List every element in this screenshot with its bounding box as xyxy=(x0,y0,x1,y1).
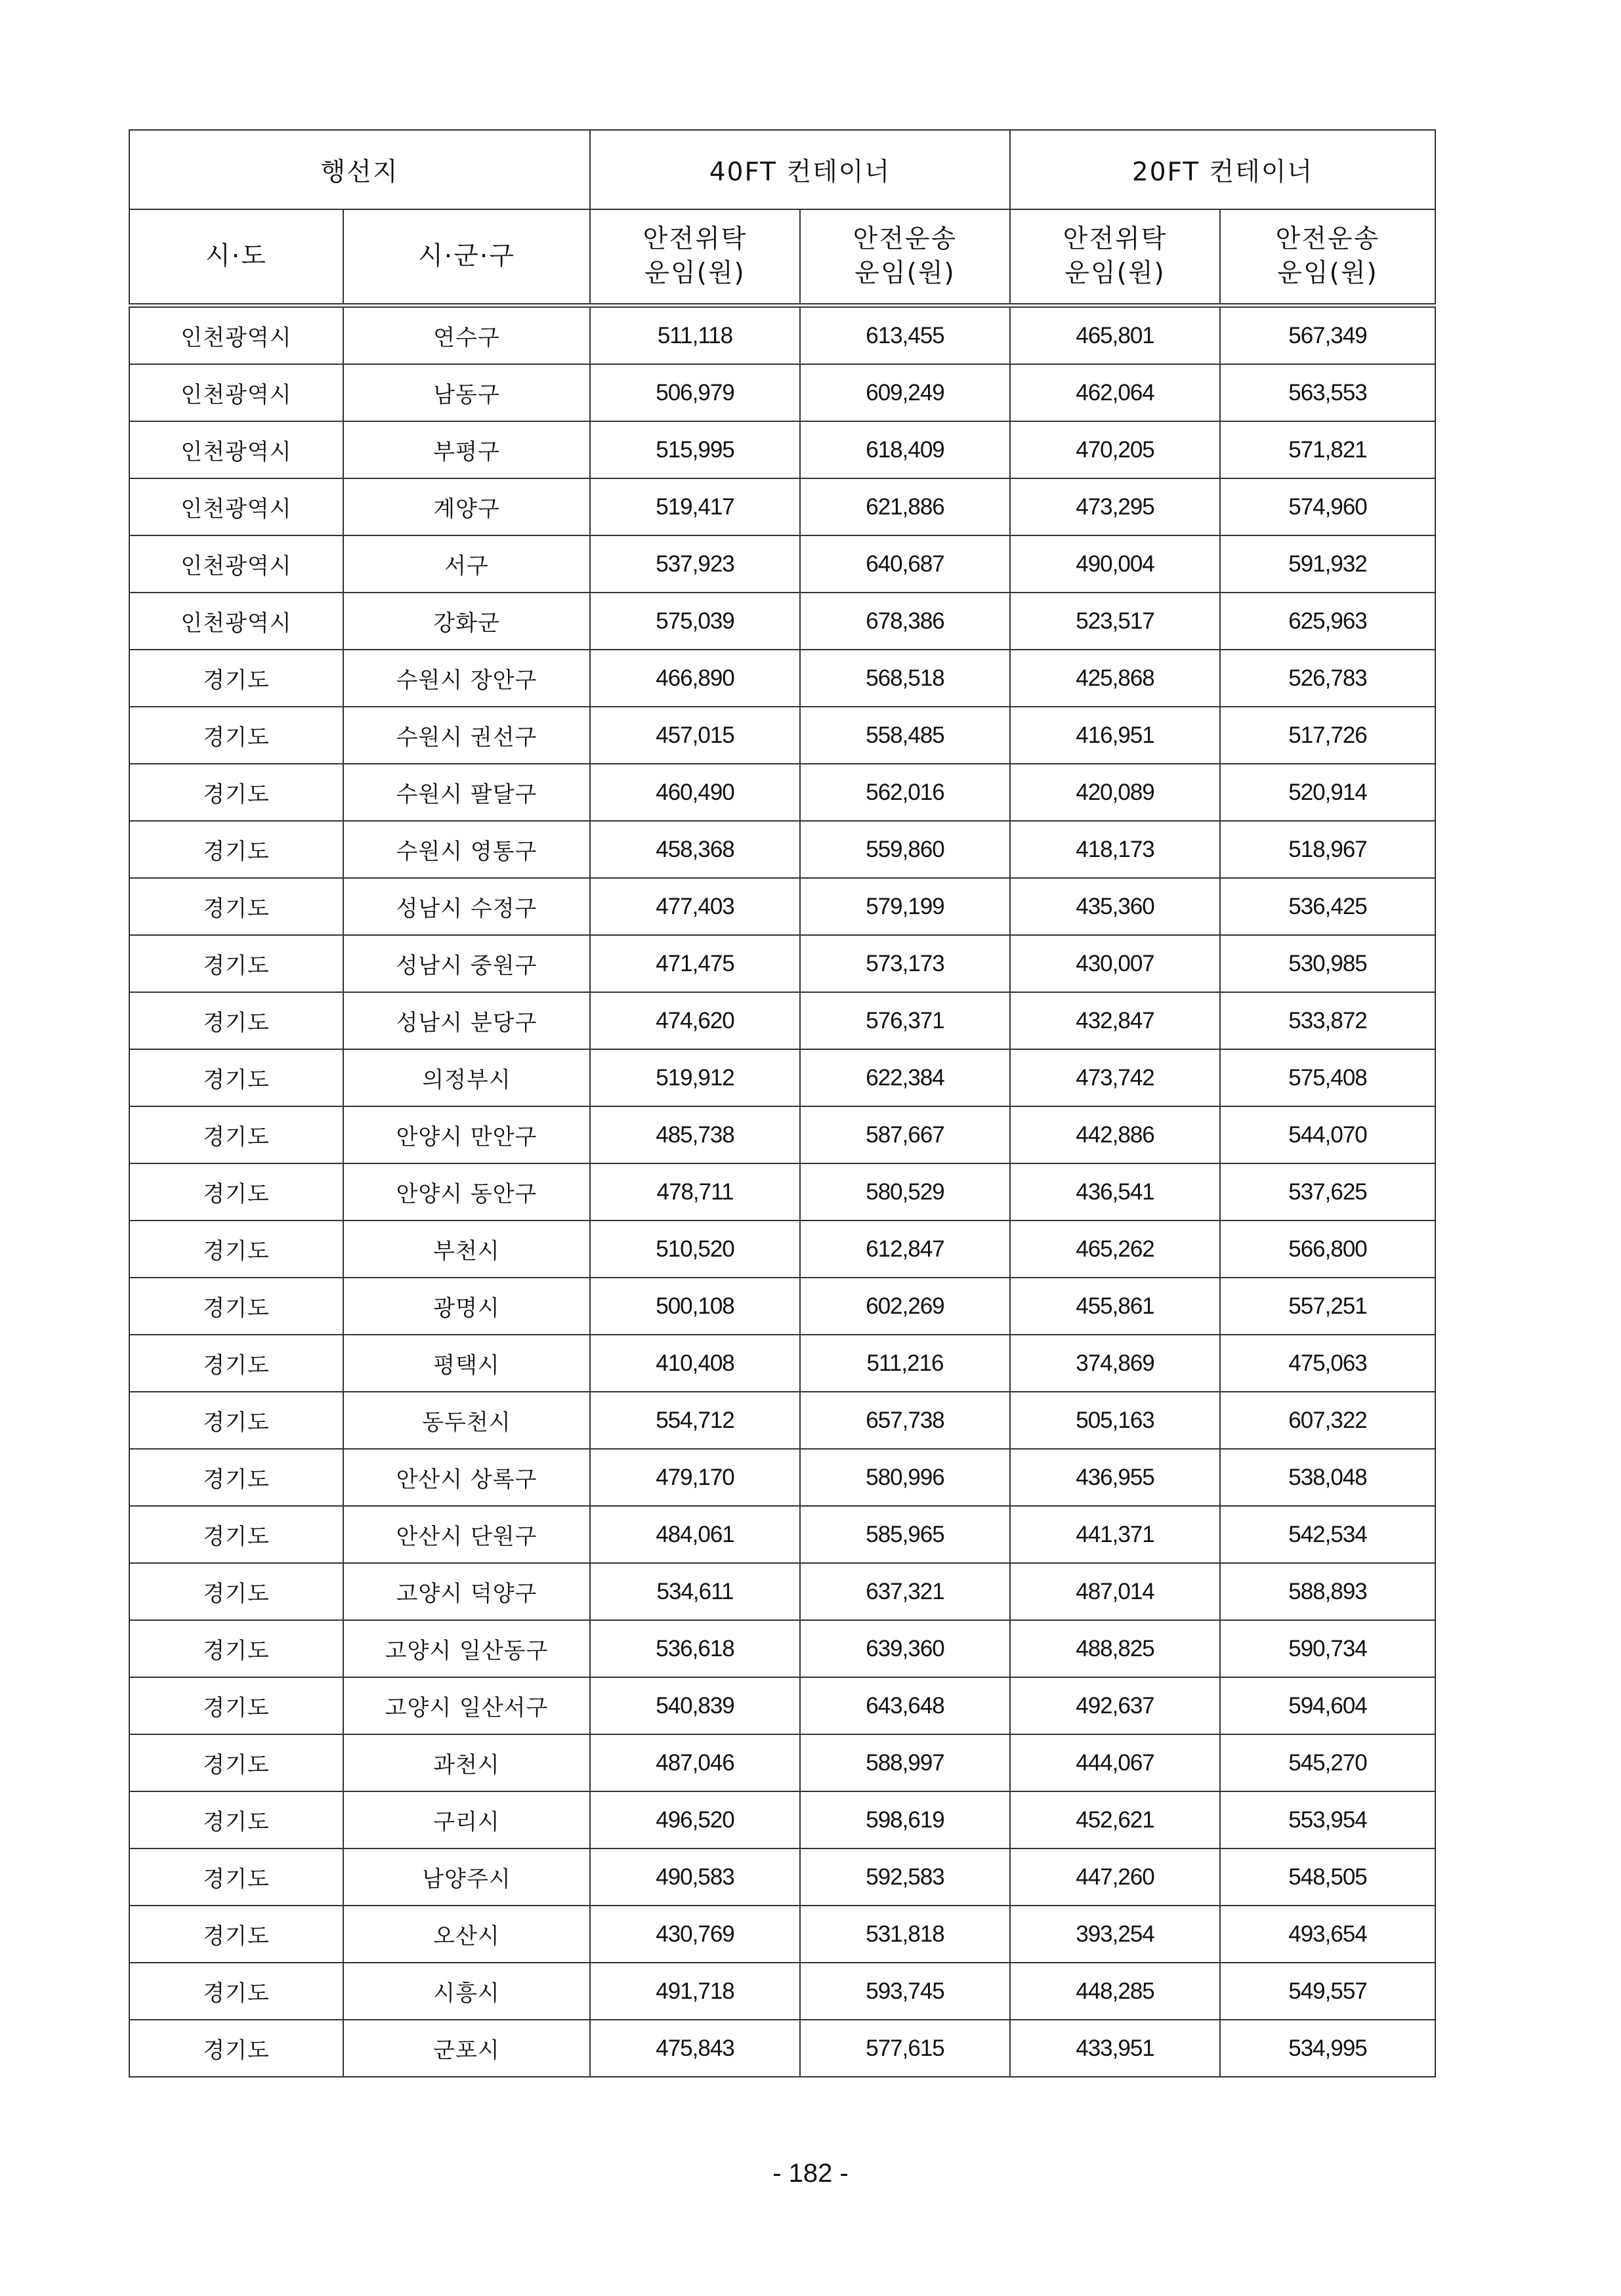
cell-sigungu: 강화군 xyxy=(343,593,590,650)
cell-40ft-safe-consign: 478,711 xyxy=(590,1163,800,1221)
cell-20ft-safe-transport: 575,408 xyxy=(1220,1049,1435,1106)
cell-sigungu: 구리시 xyxy=(343,1791,590,1848)
header-sido: 시·도 xyxy=(129,209,343,306)
cell-sigungu: 계양구 xyxy=(343,478,590,535)
cell-sido: 인천광역시 xyxy=(129,593,343,650)
cell-20ft-safe-consign: 436,541 xyxy=(1010,1163,1220,1221)
header-label-line2: 운임(원) xyxy=(1277,259,1378,288)
cell-40ft-safe-consign: 515,995 xyxy=(590,421,800,478)
cell-40ft-safe-transport: 568,518 xyxy=(800,650,1010,707)
cell-20ft-safe-consign: 432,847 xyxy=(1010,992,1220,1049)
cell-20ft-safe-transport: 557,251 xyxy=(1220,1278,1435,1335)
cell-sigungu: 군포시 xyxy=(343,2020,590,2077)
cell-20ft-safe-consign: 420,089 xyxy=(1010,764,1220,821)
cell-40ft-safe-transport: 531,818 xyxy=(800,1906,1010,1963)
table-row xyxy=(129,306,1435,365)
cell-40ft-safe-consign: 537,923 xyxy=(590,535,800,593)
cell-40ft-safe-consign: 534,611 xyxy=(590,1563,800,1620)
header-destination: 행선지 xyxy=(129,130,590,209)
cell-40ft-safe-consign: 477,403 xyxy=(590,878,800,935)
cell-sido: 경기도 xyxy=(129,1392,343,1449)
cell-sido: 경기도 xyxy=(129,935,343,992)
cell-40ft-safe-transport: 588,997 xyxy=(800,1734,1010,1791)
cell-20ft-safe-transport: 549,557 xyxy=(1220,1963,1435,2020)
cell-sigungu: 수원시 팔달구 xyxy=(343,764,590,821)
cell-sigungu: 오산시 xyxy=(343,1906,590,1963)
cell-sigungu: 과천시 xyxy=(343,1734,590,1791)
cell-20ft-safe-consign: 442,886 xyxy=(1010,1106,1220,1163)
cell-40ft-safe-consign: 479,170 xyxy=(590,1449,800,1506)
cell-sido: 경기도 xyxy=(129,764,343,821)
cell-sido: 경기도 xyxy=(129,1734,343,1791)
cell-20ft-safe-transport: 517,726 xyxy=(1220,707,1435,764)
table-row xyxy=(129,1734,1435,1791)
cell-40ft-safe-transport: 640,687 xyxy=(800,535,1010,593)
cell-40ft-safe-transport: 511,216 xyxy=(800,1335,1010,1392)
cell-40ft-safe-transport: 593,745 xyxy=(800,1963,1010,2020)
cell-40ft-safe-transport: 609,249 xyxy=(800,364,1010,421)
table-row xyxy=(129,1049,1435,1106)
cell-sigungu: 성남시 분당구 xyxy=(343,992,590,1049)
cell-sido: 경기도 xyxy=(129,821,343,878)
cell-40ft-safe-transport: 657,738 xyxy=(800,1392,1010,1449)
cell-20ft-safe-consign: 505,163 xyxy=(1010,1392,1220,1449)
cell-20ft-safe-consign: 470,205 xyxy=(1010,421,1220,478)
cell-20ft-safe-transport: 536,425 xyxy=(1220,878,1435,935)
cell-40ft-safe-transport: 678,386 xyxy=(800,593,1010,650)
table-row xyxy=(129,1449,1435,1506)
cell-40ft-safe-transport: 562,016 xyxy=(800,764,1010,821)
cell-20ft-safe-transport: 493,654 xyxy=(1220,1906,1435,1963)
cell-20ft-safe-consign: 492,637 xyxy=(1010,1677,1220,1734)
cell-40ft-safe-consign: 475,843 xyxy=(590,2020,800,2077)
cell-40ft-safe-transport: 602,269 xyxy=(800,1278,1010,1335)
cell-20ft-safe-transport: 574,960 xyxy=(1220,478,1435,535)
table-row xyxy=(129,1677,1435,1734)
cell-40ft-safe-consign: 487,046 xyxy=(590,1734,800,1791)
cell-sido: 경기도 xyxy=(129,992,343,1049)
cell-20ft-safe-transport: 545,270 xyxy=(1220,1734,1435,1791)
header-20ft-container: 20FT 컨테이너 xyxy=(1010,130,1435,209)
cell-sigungu: 시흥시 xyxy=(343,1963,590,2020)
cell-20ft-safe-transport: 607,322 xyxy=(1220,1392,1435,1449)
cell-20ft-safe-consign: 455,861 xyxy=(1010,1278,1220,1335)
table-row xyxy=(129,1906,1435,1963)
cell-20ft-safe-transport: 566,800 xyxy=(1220,1221,1435,1278)
table-row xyxy=(129,878,1435,935)
header-label-line1: 안전위탁 xyxy=(1063,224,1168,254)
cell-20ft-safe-consign: 436,955 xyxy=(1010,1449,1220,1506)
cell-20ft-safe-consign: 490,004 xyxy=(1010,535,1220,593)
cell-20ft-safe-consign: 488,825 xyxy=(1010,1620,1220,1677)
cell-sigungu: 남양주시 xyxy=(343,1848,590,1906)
cell-40ft-safe-consign: 460,490 xyxy=(590,764,800,821)
cell-40ft-safe-transport: 622,384 xyxy=(800,1049,1010,1106)
table-row xyxy=(129,593,1435,650)
cell-20ft-safe-transport: 553,954 xyxy=(1220,1791,1435,1848)
cell-20ft-safe-transport: 594,604 xyxy=(1220,1677,1435,1734)
cell-sido: 경기도 xyxy=(129,650,343,707)
fare-table xyxy=(129,129,1436,2077)
cell-40ft-safe-consign: 511,118 xyxy=(590,306,800,365)
table-body xyxy=(129,306,1435,2077)
cell-20ft-safe-consign: 465,801 xyxy=(1010,306,1220,365)
cell-40ft-safe-consign: 536,618 xyxy=(590,1620,800,1677)
cell-40ft-safe-transport: 587,667 xyxy=(800,1106,1010,1163)
table-row xyxy=(129,2020,1435,2077)
header-sigungu: 시·군·구 xyxy=(343,209,590,306)
cell-40ft-safe-consign: 484,061 xyxy=(590,1506,800,1563)
cell-40ft-safe-consign: 490,583 xyxy=(590,1848,800,1906)
table-row xyxy=(129,1848,1435,1906)
cell-sigungu: 의정부시 xyxy=(343,1049,590,1106)
cell-40ft-safe-consign: 491,718 xyxy=(590,1963,800,2020)
cell-20ft-safe-transport: 588,893 xyxy=(1220,1563,1435,1620)
cell-sido: 경기도 xyxy=(129,1848,343,1906)
table-row xyxy=(129,707,1435,764)
cell-20ft-safe-transport: 571,821 xyxy=(1220,421,1435,478)
header-row-sub xyxy=(129,209,1435,306)
cell-40ft-safe-consign: 575,039 xyxy=(590,593,800,650)
cell-sigungu: 남동구 xyxy=(343,364,590,421)
cell-sigungu: 고양시 덕양구 xyxy=(343,1563,590,1620)
cell-sido: 인천광역시 xyxy=(129,535,343,593)
cell-sigungu: 안양시 동안구 xyxy=(343,1163,590,1221)
cell-sido: 경기도 xyxy=(129,2020,343,2077)
cell-20ft-safe-consign: 433,951 xyxy=(1010,2020,1220,2077)
cell-40ft-safe-transport: 639,360 xyxy=(800,1620,1010,1677)
cell-sigungu: 안양시 만안구 xyxy=(343,1106,590,1163)
cell-20ft-safe-consign: 523,517 xyxy=(1010,593,1220,650)
cell-sigungu: 수원시 영통구 xyxy=(343,821,590,878)
cell-sigungu: 안산시 상록구 xyxy=(343,1449,590,1506)
cell-sido: 경기도 xyxy=(129,1163,343,1221)
table-row xyxy=(129,935,1435,992)
table-row xyxy=(129,992,1435,1049)
cell-sigungu: 부천시 xyxy=(343,1221,590,1278)
cell-40ft-safe-transport: 621,886 xyxy=(800,478,1010,535)
cell-20ft-safe-transport: 537,625 xyxy=(1220,1163,1435,1221)
header-20ft-safe-transport-fare xyxy=(1220,209,1435,306)
cell-20ft-safe-consign: 425,868 xyxy=(1010,650,1220,707)
cell-20ft-safe-consign: 416,951 xyxy=(1010,707,1220,764)
cell-20ft-safe-transport: 530,985 xyxy=(1220,935,1435,992)
table-row xyxy=(129,1392,1435,1449)
page-number: - 182 - xyxy=(772,2159,849,2188)
cell-sido: 경기도 xyxy=(129,1106,343,1163)
cell-20ft-safe-consign: 473,742 xyxy=(1010,1049,1220,1106)
table-row xyxy=(129,821,1435,878)
cell-20ft-safe-transport: 590,734 xyxy=(1220,1620,1435,1677)
cell-40ft-safe-transport: 580,996 xyxy=(800,1449,1010,1506)
cell-20ft-safe-consign: 465,262 xyxy=(1010,1221,1220,1278)
header-40ft-container: 40FT 컨테이너 xyxy=(590,130,1010,209)
cell-20ft-safe-transport: 534,995 xyxy=(1220,2020,1435,2077)
cell-sido: 경기도 xyxy=(129,1791,343,1848)
cell-40ft-safe-consign: 430,769 xyxy=(590,1906,800,1963)
cell-40ft-safe-transport: 579,199 xyxy=(800,878,1010,935)
cell-20ft-safe-transport: 520,914 xyxy=(1220,764,1435,821)
cell-sido: 경기도 xyxy=(129,1677,343,1734)
cell-20ft-safe-consign: 447,260 xyxy=(1010,1848,1220,1906)
table-row xyxy=(129,1963,1435,2020)
cell-40ft-safe-transport: 559,860 xyxy=(800,821,1010,878)
cell-sido: 경기도 xyxy=(129,1506,343,1563)
cell-sigungu: 동두천시 xyxy=(343,1392,590,1449)
cell-20ft-safe-consign: 487,014 xyxy=(1010,1563,1220,1620)
cell-20ft-safe-consign: 441,371 xyxy=(1010,1506,1220,1563)
table-row xyxy=(129,1163,1435,1221)
cell-20ft-safe-consign: 430,007 xyxy=(1010,935,1220,992)
cell-sido: 경기도 xyxy=(129,1221,343,1278)
cell-20ft-safe-transport: 526,783 xyxy=(1220,650,1435,707)
cell-sido: 경기도 xyxy=(129,1906,343,1963)
cell-20ft-safe-transport: 625,963 xyxy=(1220,593,1435,650)
table-row xyxy=(129,1791,1435,1848)
table-row xyxy=(129,421,1435,478)
cell-20ft-safe-transport: 542,534 xyxy=(1220,1506,1435,1563)
cell-40ft-safe-consign: 474,620 xyxy=(590,992,800,1049)
table-row xyxy=(129,1278,1435,1335)
cell-sido: 인천광역시 xyxy=(129,421,343,478)
cell-20ft-safe-transport: 538,048 xyxy=(1220,1449,1435,1506)
table-header xyxy=(129,130,1435,306)
cell-20ft-safe-transport: 475,063 xyxy=(1220,1335,1435,1392)
cell-sido: 경기도 xyxy=(129,1335,343,1392)
cell-sido: 경기도 xyxy=(129,1449,343,1506)
header-40ft-safe-transport-fare xyxy=(800,209,1010,306)
cell-20ft-safe-consign: 435,360 xyxy=(1010,878,1220,935)
cell-20ft-safe-consign: 473,295 xyxy=(1010,478,1220,535)
cell-40ft-safe-consign: 554,712 xyxy=(590,1392,800,1449)
cell-sigungu: 연수구 xyxy=(343,306,590,365)
cell-40ft-safe-consign: 410,408 xyxy=(590,1335,800,1392)
cell-40ft-safe-consign: 510,520 xyxy=(590,1221,800,1278)
cell-sigungu: 안산시 단원구 xyxy=(343,1506,590,1563)
cell-40ft-safe-transport: 618,409 xyxy=(800,421,1010,478)
cell-sigungu: 고양시 일산서구 xyxy=(343,1677,590,1734)
cell-20ft-safe-consign: 452,621 xyxy=(1010,1791,1220,1848)
table-row xyxy=(129,1563,1435,1620)
cell-40ft-safe-consign: 506,979 xyxy=(590,364,800,421)
table-row xyxy=(129,1620,1435,1677)
cell-40ft-safe-transport: 577,615 xyxy=(800,2020,1010,2077)
cell-sido: 경기도 xyxy=(129,1278,343,1335)
header-row-top xyxy=(129,130,1435,209)
table-row xyxy=(129,650,1435,707)
cell-40ft-safe-consign: 457,015 xyxy=(590,707,800,764)
header-label-line2: 운임(원) xyxy=(854,259,956,288)
cell-40ft-safe-consign: 540,839 xyxy=(590,1677,800,1734)
header-label-line2: 운임(원) xyxy=(1064,259,1166,288)
cell-sigungu: 서구 xyxy=(343,535,590,593)
cell-40ft-safe-consign: 458,368 xyxy=(590,821,800,878)
cell-40ft-safe-consign: 519,912 xyxy=(590,1049,800,1106)
cell-40ft-safe-transport: 592,583 xyxy=(800,1848,1010,1906)
table-row xyxy=(129,1221,1435,1278)
cell-40ft-safe-consign: 500,108 xyxy=(590,1278,800,1335)
cell-sido: 경기도 xyxy=(129,878,343,935)
cell-40ft-safe-transport: 598,619 xyxy=(800,1791,1010,1848)
cell-sigungu: 성남시 중원구 xyxy=(343,935,590,992)
cell-sido: 경기도 xyxy=(129,1049,343,1106)
table-row xyxy=(129,535,1435,593)
header-label-line1: 안전위탁 xyxy=(642,224,747,254)
cell-20ft-safe-transport: 591,932 xyxy=(1220,535,1435,593)
header-label-line1: 안전운송 xyxy=(853,224,958,254)
cell-40ft-safe-transport: 637,321 xyxy=(800,1563,1010,1620)
table-row xyxy=(129,1506,1435,1563)
cell-sigungu: 수원시 권선구 xyxy=(343,707,590,764)
table-row xyxy=(129,764,1435,821)
cell-20ft-safe-transport: 518,967 xyxy=(1220,821,1435,878)
cell-20ft-safe-transport: 533,872 xyxy=(1220,992,1435,1049)
cell-20ft-safe-transport: 567,349 xyxy=(1220,306,1435,365)
cell-40ft-safe-transport: 613,455 xyxy=(800,306,1010,365)
table-row xyxy=(129,478,1435,535)
cell-40ft-safe-transport: 573,173 xyxy=(800,935,1010,992)
cell-sido: 인천광역시 xyxy=(129,364,343,421)
cell-sigungu: 성남시 수정구 xyxy=(343,878,590,935)
cell-40ft-safe-transport: 558,485 xyxy=(800,707,1010,764)
table-row xyxy=(129,1106,1435,1163)
cell-40ft-safe-consign: 519,417 xyxy=(590,478,800,535)
cell-40ft-safe-consign: 471,475 xyxy=(590,935,800,992)
header-20ft-safe-consign-fare xyxy=(1010,209,1220,306)
cell-sigungu: 부평구 xyxy=(343,421,590,478)
cell-40ft-safe-transport: 585,965 xyxy=(800,1506,1010,1563)
cell-sigungu: 광명시 xyxy=(343,1278,590,1335)
cell-20ft-safe-consign: 444,067 xyxy=(1010,1734,1220,1791)
cell-sigungu: 수원시 장안구 xyxy=(343,650,590,707)
header-label-line1: 안전운송 xyxy=(1275,224,1380,254)
cell-20ft-safe-transport: 548,505 xyxy=(1220,1848,1435,1906)
header-40ft-safe-consign-fare xyxy=(590,209,800,306)
cell-sido: 경기도 xyxy=(129,707,343,764)
cell-sido: 경기도 xyxy=(129,1563,343,1620)
cell-40ft-safe-consign: 485,738 xyxy=(590,1106,800,1163)
cell-sigungu: 고양시 일산동구 xyxy=(343,1620,590,1677)
cell-sido: 경기도 xyxy=(129,1620,343,1677)
cell-40ft-safe-consign: 496,520 xyxy=(590,1791,800,1848)
cell-20ft-safe-consign: 448,285 xyxy=(1010,1963,1220,2020)
cell-20ft-safe-transport: 563,553 xyxy=(1220,364,1435,421)
table-row xyxy=(129,1335,1435,1392)
cell-sido: 경기도 xyxy=(129,1963,343,2020)
cell-40ft-safe-transport: 580,529 xyxy=(800,1163,1010,1221)
cell-40ft-safe-transport: 576,371 xyxy=(800,992,1010,1049)
cell-sido: 인천광역시 xyxy=(129,306,343,365)
cell-40ft-safe-transport: 612,847 xyxy=(800,1221,1010,1278)
cell-20ft-safe-consign: 462,064 xyxy=(1010,364,1220,421)
cell-20ft-safe-consign: 418,173 xyxy=(1010,821,1220,878)
cell-20ft-safe-consign: 374,869 xyxy=(1010,1335,1220,1392)
cell-sigungu: 평택시 xyxy=(343,1335,590,1392)
cell-40ft-safe-consign: 466,890 xyxy=(590,650,800,707)
header-label-line2: 운임(원) xyxy=(644,259,746,288)
cell-20ft-safe-consign: 393,254 xyxy=(1010,1906,1220,1963)
table-row xyxy=(129,364,1435,421)
cell-sido: 인천광역시 xyxy=(129,478,343,535)
cell-20ft-safe-transport: 544,070 xyxy=(1220,1106,1435,1163)
cell-40ft-safe-transport: 643,648 xyxy=(800,1677,1010,1734)
